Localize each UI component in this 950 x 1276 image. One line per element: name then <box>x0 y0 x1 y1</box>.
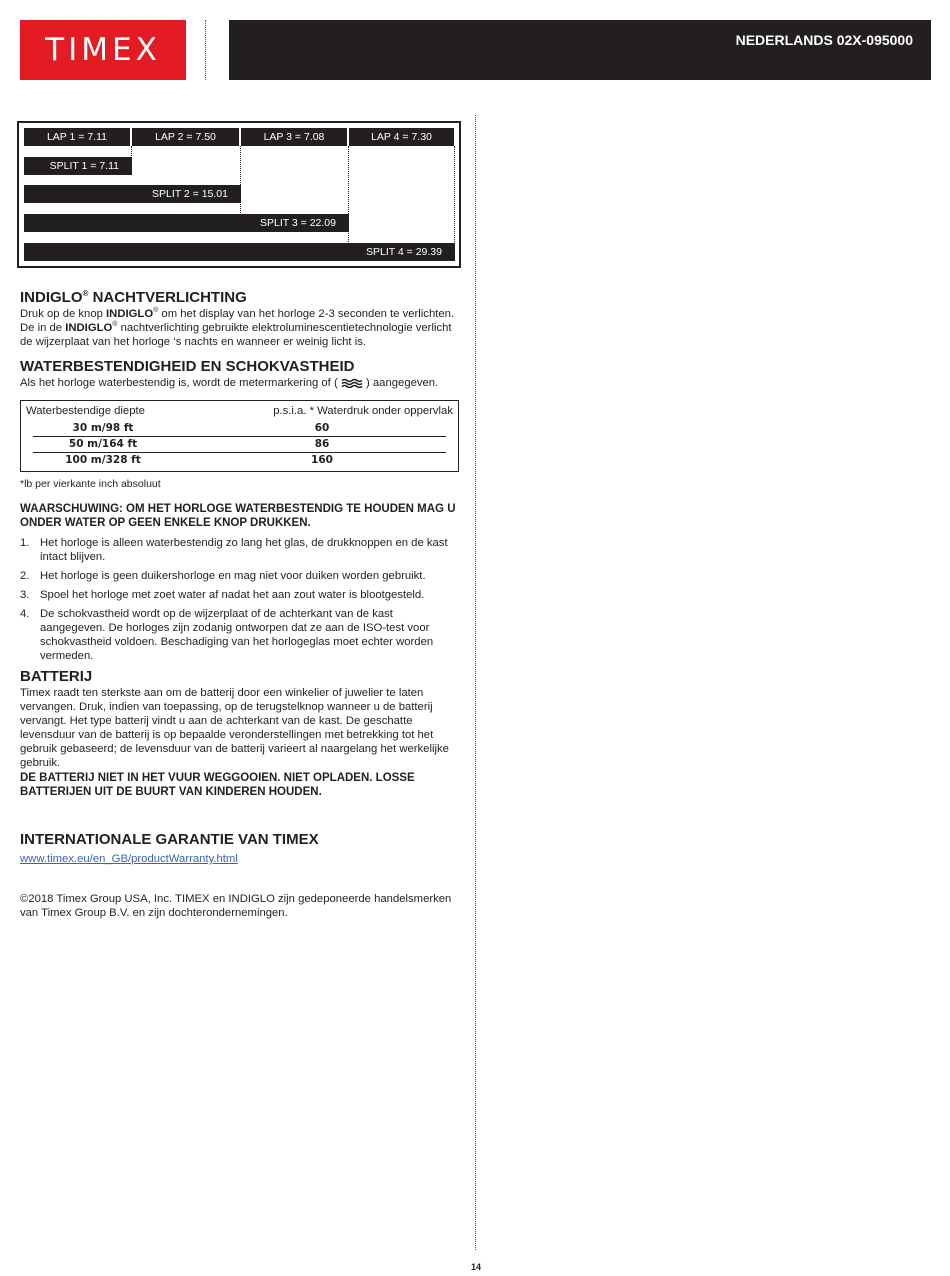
warranty-heading: INTERNATIONALE GARANTIE VAN TIMEX <box>20 831 319 848</box>
list-item: 1. Het horloge is alleen waterbestendig zo lang het glas, de drukknoppen en de kast intact blijven. <box>20 537 448 563</box>
lap-2-bar: LAP 2 = 7.50 <box>132 128 239 146</box>
lap-3-bar: LAP 3 = 7.08 <box>241 128 347 146</box>
lap-1-bar: LAP 1 = 7.11 <box>24 128 130 146</box>
split-4-bar: SPLIT 4 = 29.39 <box>24 243 455 261</box>
table-header <box>26 404 453 421</box>
table-row: 50 m/164 ft 86 <box>33 437 446 453</box>
lap-4-marker <box>454 146 455 244</box>
header-divider <box>205 20 206 80</box>
warranty-link[interactable]: www.timex.eu/en_GB/productWarranty.html <box>20 853 238 865</box>
logo-text: TIMEX <box>45 32 161 68</box>
battery-heading: BATTERIJ <box>20 668 93 685</box>
lap-2-marker <box>240 146 241 215</box>
header-pressure: p.s.i.a. * Waterdruk onder oppervlak <box>273 405 453 417</box>
table-row: 100 m/328 ft 160 <box>65 454 333 466</box>
list-item: 3. Spoel het horloge met zoet water af nadat het aan zout water is blootgesteld. <box>20 589 425 601</box>
water-list <box>20 536 460 663</box>
table-row: 30 m/98 ft 60 <box>33 421 446 437</box>
main-content <box>20 289 460 920</box>
table-footnote: *lb per vierkante inch absoluut <box>20 478 161 490</box>
split-1-bar: SPLIT 1 = 7.11 <box>24 157 132 175</box>
column-divider <box>475 115 476 1250</box>
timex-logo <box>20 20 186 80</box>
list-item: 2. Het horloge is geen duikershorloge en mag niet voor duiken worden gebruikt. <box>20 570 426 582</box>
lap-4-bar: LAP 4 = 7.30 <box>349 128 454 146</box>
header-bar <box>229 20 931 80</box>
page-number: 14 <box>470 1262 481 1272</box>
battery-warning: DE BATTERIJ NIET IN HET VUUR WEGGOOIEN. NIET OPLADEN. LOSSE BATTERIJEN UIT DE BUURT VAN KINDEREN HOUDEN. <box>20 772 415 798</box>
list-item: 4. De schokvastheid wordt op de wijzerplaat of de achterkant van de kast aangegeven. De horloges zijn zodanig ontworpen dat ze aan de ISO-test voor schokvastheid voldoen. Beschadiging van het horlogeglas moet echter worden vermeden. <box>20 608 434 662</box>
water-resistance-table <box>20 400 459 472</box>
indiglo-text: Druk op de knop INDIGLO® om het display van het horloge 2-3 seconden te verlichten. De in de INDIGLO® nachtverlichting gebruikte elektroluminescentietechnologie verlicht de wijzerplaat van het horloge ‘s nachts en wanneer er weinig licht is. <box>20 307 455 348</box>
split-2-bar: SPLIT 2 = 15.01 <box>24 185 241 203</box>
water-wave-icon <box>341 378 363 388</box>
battery-text: Timex raadt ten sterkste aan om de batterij door een winkelier of juwelier te laten vervangen. Druk, indien van toepassing, op de terugstelknop wanneer u de batterij vervangt. Het type batterij vindt u aan de achterkant van de kast. De geschatte levensduur van de batterij is op bepaalde veronderstellingen met betrekking tot het gebruik gebaseerd; de levensduur van de batterij varieert al naargelang het werkelijke gebruik. <box>20 687 449 769</box>
copyright-text: ©2018 Timex Group USA, Inc. TIMEX en INDIGLO zijn gedeponeerde handelsmerken van Timex Group B.V. en zijn dochterondernemingen. <box>20 893 452 919</box>
split-3-bar: SPLIT 3 = 22.09 <box>24 214 349 232</box>
water-intro: Als het horloge waterbestendig is, wordt de metermarkering of ( ) aangegeven. <box>20 377 439 389</box>
lap-split-diagram <box>17 121 461 268</box>
indiglo-heading: INDIGLO® NACHTVERLICHTING <box>20 289 247 306</box>
header-depth: Waterbestendige diepte <box>26 405 145 417</box>
header-title: NEDERLANDS 02X-095000 <box>735 32 913 48</box>
water-heading: WATERBESTENDIGHEID EN SCHOKVASTHEID <box>20 358 355 375</box>
water-warning: WAARSCHUWING: OM HET HORLOGE WATERBESTENDIG TE HOUDEN MAG U ONDER WATER OP GEEN ENKELE KNOP DRUKKEN. <box>20 503 456 529</box>
